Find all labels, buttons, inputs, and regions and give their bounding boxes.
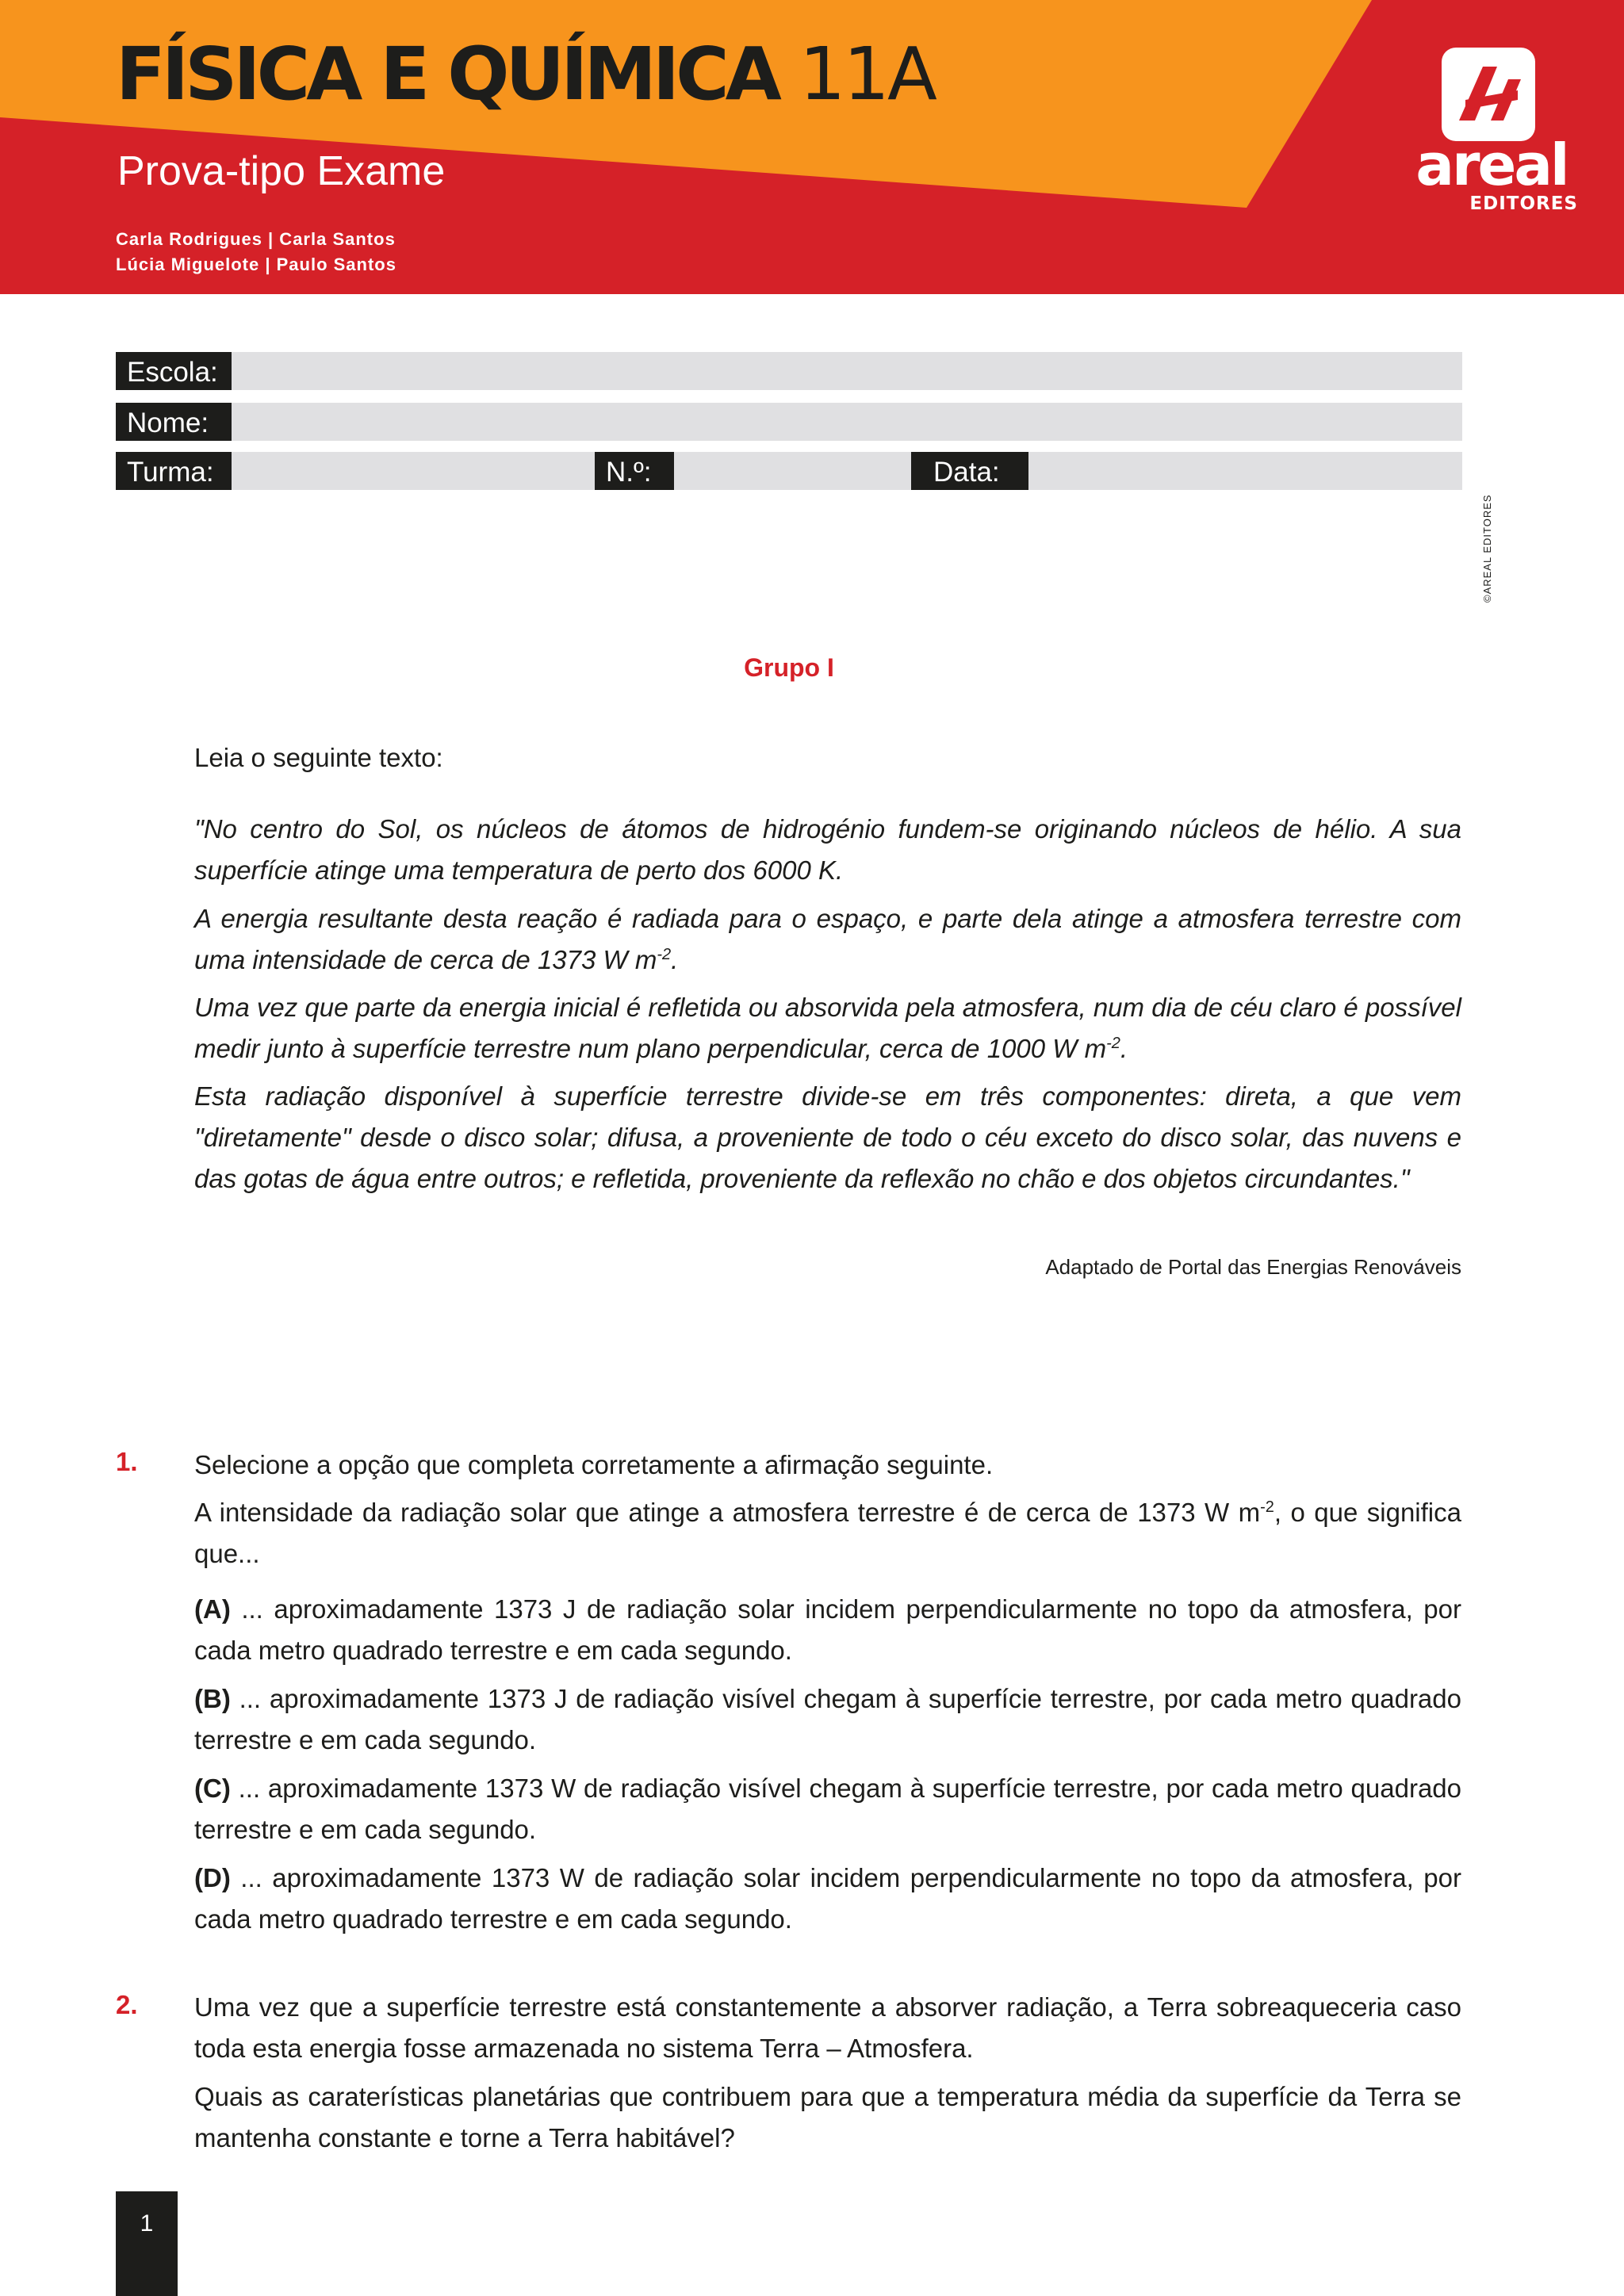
header-banner (0, 0, 1624, 294)
school-label: Escola: (116, 352, 232, 390)
number-label: N.º: (595, 452, 674, 490)
question-1-option-c[interactable]: (C) ... aproximadamente 1373 W de radiação visível chegam à superfície terrestre, por cada metro quadrado terrestre e em cada segundo. (194, 1774, 1462, 1844)
book-title: FÍSICA E QUÍMICA 11A (116, 32, 935, 117)
question-2-number: 2. (116, 1990, 138, 2019)
quote-paragraph-2: A energia resultante desta reação é radiada para o espaço, e parte dela atinge a atmosfera terrestre com uma intensidade de cerca de 1373 W $m^{-2}$. (194, 904, 1461, 974)
question-1-option-a[interactable]: (A) ... aproximadamente 1373 J de radiação solar incidem perpendicularmente no topo da atmosfera, por cada metro quadrado terrestre e em cada segundo. (194, 1594, 1461, 1665)
publisher-logo-text: areal (1415, 132, 1568, 198)
question-1-stem: Selecione a opção que completa corretamente a afirmação seguinte. (194, 1450, 994, 1479)
quote-source: Adaptado de Portal das Energias Renováveis (1045, 1255, 1461, 1279)
page-number: 1 (116, 2191, 178, 2296)
quote-paragraph-1: "No centro do Sol, os núcleos de átomos de hidrogénio fundem-se originando núcleos de hélio. A sua superfície atinge uma temperatura de perto dos 6000 K. (194, 814, 1461, 885)
quote-paragraph-4: Esta radiação disponível à superfície terrestre divide-se em três componentes: direta, a que vem "diretamente" desde o disco solar; difusa, a proveniente de todo o céu exceto do disco solar, das nuvens e das gotas de água entre outros; e refletida, proveniente da reflexão no chão e dos objetos circundantes." (194, 1081, 1461, 1193)
question-1-number: 1. (116, 1447, 138, 1476)
copyright-notice: ©AREAL EDITORES (1481, 494, 1493, 603)
areal-logo-icon (1442, 48, 1535, 141)
group-title: Grupo I (744, 653, 834, 682)
quote-paragraph-3: Uma vez que parte da energia inicial é refletida ou absorvida pela atmosfera, num dia de céu claro é possível medir junto à superfície terrestre num plano perpendicular, cerca de 1000 W $m^{-2}$. (194, 993, 1461, 1063)
name-field[interactable] (116, 403, 1462, 441)
authors-line-2: Lúcia Miguelote | Paulo Santos (116, 254, 396, 274)
question-1-option-b[interactable]: (B) ... aproximadamente 1373 J de radiação visível chegam à superfície terrestre, por cada metro quadrado terrestre e em cada segundo. (194, 1684, 1461, 1755)
question-2-stem: Uma vez que a superfície terrestre está constantemente a absorver radiação, a Terra sobreaqueceria caso toda esta energia fosse armazenada no sistema Terra – Atmosfera. (194, 1992, 1461, 2063)
school-field[interactable] (116, 352, 1462, 390)
date-label: Data: (911, 452, 1028, 490)
class-number-date-row (116, 452, 1462, 490)
exam-subtitle: Prova-tipo Exame (117, 148, 446, 194)
intro-text: Leia o seguinte texto: (194, 743, 443, 772)
authors (116, 227, 396, 277)
publisher-logo-sub: EDITORES (1469, 193, 1578, 214)
authors-line-1: Carla Rodrigues | Carla Santos (116, 229, 396, 249)
question-2-text: Quais as caraterísticas planetárias que contribuem para que a temperatura média da superfície da Terra se mantenha constante e torne a Terra habitável? (194, 2082, 1461, 2152)
name-label: Nome: (116, 403, 232, 441)
class-label: Turma: (116, 452, 232, 490)
question-1-text: A intensidade da radiação solar que atinge a atmosfera terrestre é de cerca de 1373 W $m^{-2}$, o que significa que... (194, 1498, 1461, 1568)
question-1-option-d[interactable]: (D) ... aproximadamente 1373 W de radiação solar incidem perpendicularmente no topo da atmosfera, por cada metro quadrado terrestre e em cada segundo. (194, 1863, 1461, 1934)
